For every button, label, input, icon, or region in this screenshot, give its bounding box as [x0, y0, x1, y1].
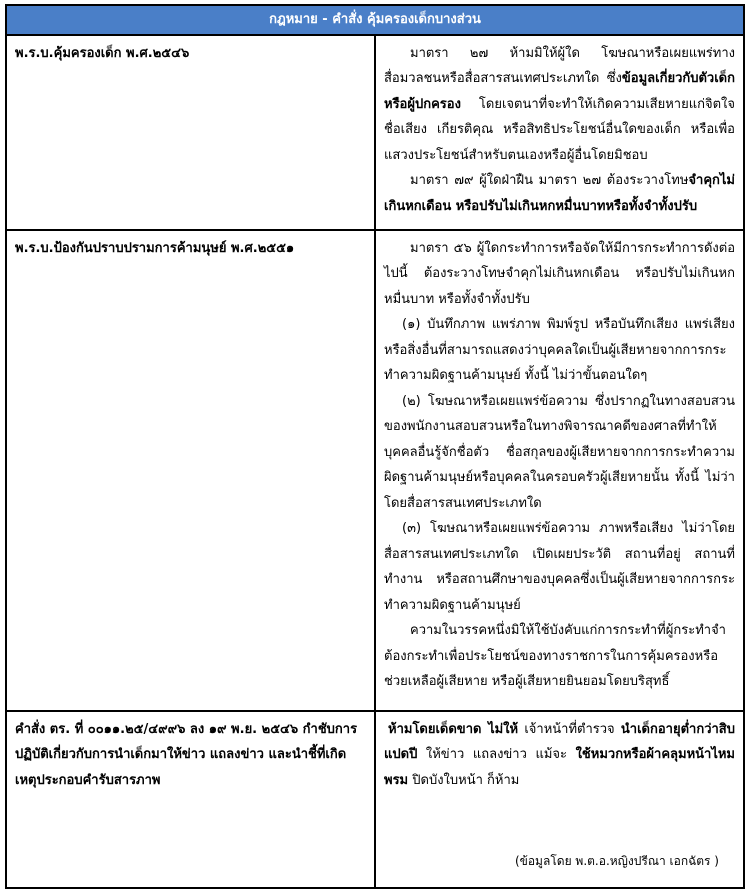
law-name: พ.ร.บ.ป้องกันปราบปรามการค้ามนุษย์ พ.ศ.๒๕๕๑ [6, 230, 375, 711]
section-paragraph: (๒) โฆษณาหรือเผยแพร่ข้อความ ซึ่งปรากฏในทางสอบสวนของพนักงานสอบสวนหรือในทางพิจารณาคดีของศาลที่ทำให้บุคคลอื่นรู้จักชื่อตัว ชื่อสกุลของผู้เสียหายจากการกระทำความผิดฐานค้ามนุษย์หรือบุคคลในครอบครัวผู้เสียหายนั้น ทั้งนี้ ไม่ว่าโดยสื่อสารสนเทศประเภทใด [384, 393, 735, 511]
section-paragraph: มาตรา ๕๖ ผู้ใดกระทำการหรือจัดให้มีการกระทำการดังต่อไปนี้ ต้องระวางโทษจำคุกไม่เกินหกเดือน หรือปรับไม่เกินหกหมื่นบาท หรือทั้งจำทั้งปรับ [384, 240, 735, 307]
table-row [6, 711, 744, 888]
source-credit: (ข้อมูลโดย พ.ต.อ.หญิงปรีณา เอกฉัตร ) [514, 854, 719, 868]
section-paragraph: (๓) โฆษณาหรือเผยแพร่ข้อความ ภาพหรือเสียง ไม่ว่าโดยสื่อสารสนเทศประเภทใด เปิดเผยประวัติ สถานที่อยู่ สถานที่ทำงาน หรือสถานศึกษาของบุคคลซึ่งเป็นผู้เสียหายจากการกระทำความผิดฐานค้ามนุษย์ [384, 521, 735, 613]
section-paragraph: ห้ามโดยเด็ดขาด ไม่ให้ เจ้าหน้าที่ตำรวจ นำเด็กอายุต่ำกว่าสิบแปดปี ให้ข่าว แถลงข่าว แม้จะ ใช้หมวกหรือผ้าคลุมหน้าไหมพรม ปิดบังใบหน้า ก็ห้าม [384, 721, 735, 788]
law-name: พ.ร.บ.คุ้มครองเด็ก พ.ศ.๒๕๔๖ [6, 35, 375, 230]
law-table [5, 4, 745, 889]
law-content [375, 230, 744, 711]
law-content [375, 711, 744, 888]
section-paragraph: มาตรา ๒๗ ห้ามมิให้ผู้ใด โฆษณาหรือเผยแพร่ทางสื่อมวลชนหรือสื่อสารสนเทศประเภทใด ซึ่งข้อมูลเกี่ยวกับตัวเด็กหรือผู้ปกครอง โดยเจตนาที่จะทำให้เกิดความเสียหายแก่จิตใจ ชื่อเสียง เกียรติคุณ หรือสิทธิประโยชน์อื่นใดของเด็ก หรือเพื่อแสวงประโยชน์สำหรับตนเองหรือผู้อื่นโดยมิชอบ [384, 45, 735, 163]
table-row [6, 230, 744, 711]
section-paragraph: มาตรา ๗๙ ผู้ใดฝ่าฝืน มาตรา ๒๗ ต้องระวางโทษจำคุกไม่เกินหกเดือน หรือปรับไม่เกินหกหมื่นบาทหรือทั้งจำทั้งปรับ [384, 173, 735, 214]
section-paragraph: ความในวรรคหนึ่งมิให้ใช้บังคับแก่การกระทำที่ผู้กระทำจำต้องกระทำเพื่อประโยชน์ของทางราชการในการคุ้มครองหรือช่วยเหลือผู้เสียหาย หรือผู้เสียหายยินยอมโดยบริสุทธิ์ [384, 623, 726, 689]
table-row [6, 35, 744, 230]
law-name: คำสั่ง ตร. ที่ ๐๐๑๑.๒๕/๔๙๙๖ ลง ๑๙ พ.ย. ๒๕๔๖ กำชับการปฏิบัติเกี่ยวกับการนำเด็กมาให้ข่าว แถลงข่าว และนำชี้ที่เกิดเหตุประกอบคำรับสารภาพ [6, 711, 375, 888]
table-title: กฎหมาย - คำสั่ง คุ้มครองเด็กบางส่วน [6, 5, 744, 35]
law-content [375, 35, 744, 230]
section-paragraph: (๑) บันทึกภาพ แพร่ภาพ พิมพ์รูป หรือบันทึกเสียง แพร่เสียง หรือสิ่งอื่นที่สามารถแสดงว่าบุคคลใดเป็นผู้เสียหายจากการกระทำความผิดฐานค้ามนุษย์ ทั้งนี้ ไม่ว่าขั้นตอนใดๆ [384, 317, 735, 383]
document [1, 4, 749, 889]
